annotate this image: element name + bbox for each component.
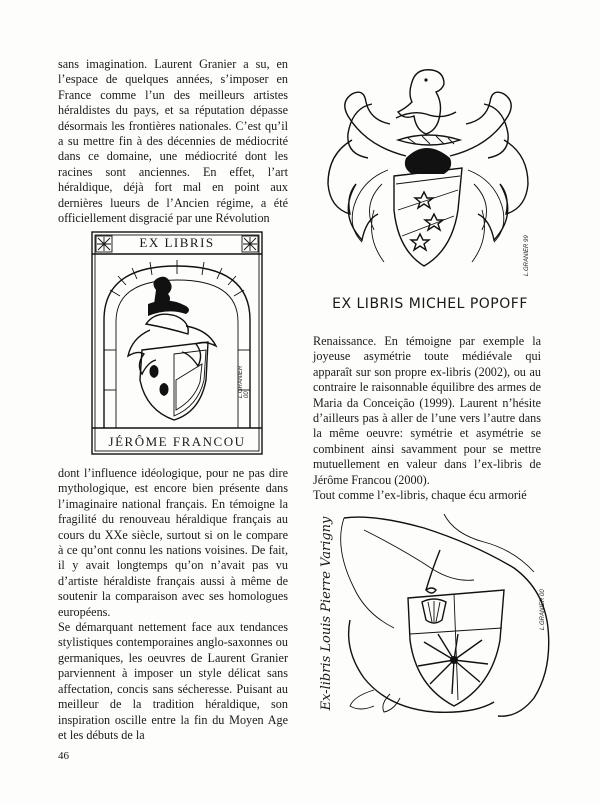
ex-libris-owner-name: JÉRÔME FRANCOU [108,434,246,449]
artist-signature: L.GRANIER 00 [540,589,546,630]
artist-signature: L.GRANIER 99 [524,235,530,276]
ex-libris-francou-illustration [90,230,264,456]
ex-libris-varigny-illustration [304,510,554,718]
paragraph: Tout comme l’ex-libris, chaque écu armorié [313,488,527,503]
paragraph: Se démarquant nettement face aux tendances stylistiques contemporaines anglo-saxonnes ou germaniques, les oeuvres de Laurent Granier parviennent à imposer un style délicat sans affectation, concis sans sécheresse. Puisant au meilleur de la tradition héraldique, son inspiration oscille entre la fin du Moyen Age et les débuts de la [58,620,288,742]
paragraph: Renaissance. En témoigne par exemple la joyeuse asymétrie toute médiévale qui apparaît sur son propre ex-libris (2002), ou au contraire le raisonnable équilibre des armes de Maria da Conceição (1999). Laurent n’hésite d’ailleurs pas à aller de l’une vers l’autre dans la même oeuvre: symétrie et asymétrie se combinent ainsi savamment pour se mettre mutuellement en valeur dans l’ex-libris de Jérôme Francou (2000). [313,334,541,487]
ex-libris-caption: Ex-libris Louis Pierre Varigny [319,516,334,711]
body-text-right [313,334,541,503]
artist-signature: L.GRANIER 00 [238,365,250,398]
body-text-left-top [58,57,288,226]
ex-libris-header: EX LIBRIS [139,235,215,250]
body-text-left-bottom [58,466,288,743]
ex-libris-caption: EX LIBRIS MICHEL POPOFF [332,296,528,312]
popoff-engraving [312,60,544,292]
paragraph: sans imagination. Laurent Granier a su, en l’espace de quelques années, s’imposer en France comme l’un des meilleurs artistes héraldistes du pays, et sa réputation dépasse désormais les frontières nationales. C’est qu’il a su mettre fin à des décennies de médiocrité dans ce domaine, une médiocrité dont les racines sont anciennes. En effet, l’art héraldique, déjà fort mal en point aux dernières lueurs de l’Ancien régime, a été officiellement disgracié par une Révolution [58,57,288,226]
paragraph: dont l’influence idéologique, pour ne pas dire mythologique, est encore bien présente dans l’imaginaire national français. En témoigne la fragilité du renouveau héraldique français au cours du XXe siècle, surtout si on le compare à ce qu’ont connu les nations voisines. De fait, il y avait longtemps qu’on n’avait pas vu d’artiste héraldiste français aussi à même de soutenir la comparaison avec ses homologues européens. [58,466,288,619]
page-number: 46 [58,750,69,762]
francou-engraving [90,230,264,456]
varigny-engraving [304,510,554,718]
ex-libris-popoff-illustration [312,60,544,314]
